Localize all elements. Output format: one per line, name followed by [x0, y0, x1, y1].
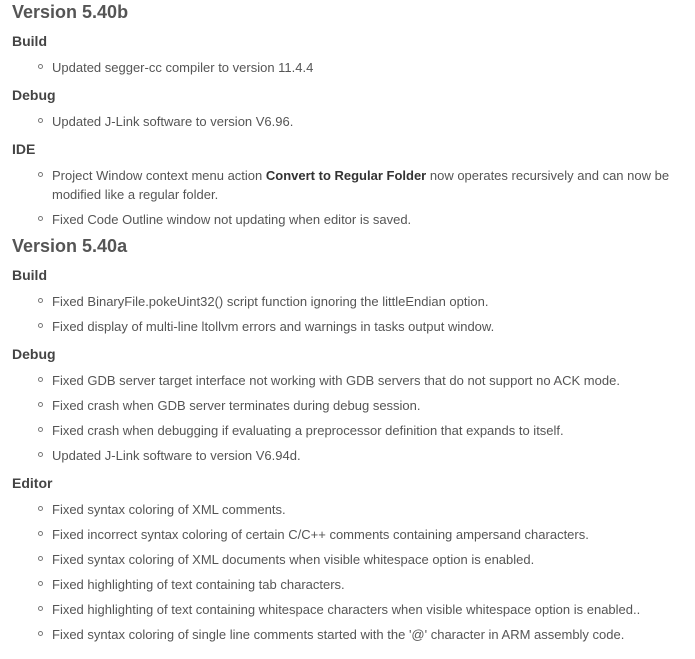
list-item	[52, 166, 695, 204]
list-item: Updated J-Link software to version V6.94d.	[52, 446, 695, 465]
version-5-40a-heading: Version 5.40a	[12, 236, 128, 256]
list-item: Fixed BinaryFile.pokeUint32() script function ignoring the littleEndian option.	[52, 292, 695, 311]
list-item: Fixed highlighting of text containing whitespace characters when visible whitespace option is enabled..	[52, 600, 695, 619]
section-editor-heading: Editor	[12, 475, 53, 491]
list-item: Fixed crash when GDB server terminates during debug session.	[52, 396, 695, 415]
list-item: Fixed syntax coloring of XML documents when visible whitespace option is enabled.	[52, 550, 695, 569]
list-item: Fixed crash when debugging if evaluating a preprocessor definition that expands to itself.	[52, 421, 695, 440]
debug-notes-list	[12, 371, 695, 465]
version-5-40b-heading: Version 5.40b	[12, 2, 129, 22]
editor-notes-list	[12, 500, 695, 644]
section-debug-heading: Debug	[12, 87, 56, 103]
item-text: now operates recursively and can now be modified like a regular folder.	[52, 168, 670, 202]
list-item: Fixed incorrect syntax coloring of certain C/C++ comments containing ampersand characters.	[52, 525, 695, 544]
list-item: Fixed display of multi-line ltollvm errors and warnings in tasks output window.	[52, 317, 695, 336]
list-item: Fixed syntax coloring of single line comments started with the '@' character in ARM assembly code.	[52, 625, 695, 644]
ide-notes-list	[12, 166, 695, 229]
build-notes-list	[12, 58, 695, 77]
section-build-heading: Build	[12, 267, 47, 283]
section-ide-heading: IDE	[12, 141, 36, 157]
list-item: Updated segger-cc compiler to version 11.4.4	[52, 58, 695, 77]
list-item: Updated J-Link software to version V6.96.	[52, 112, 695, 131]
section-debug-heading: Debug	[12, 346, 56, 362]
list-item: Fixed highlighting of text containing tab characters.	[52, 575, 695, 594]
list-item: Fixed Code Outline window not updating when editor is saved.	[52, 210, 695, 229]
item-text: Project Window context menu action	[52, 168, 266, 183]
debug-notes-list	[12, 112, 695, 131]
list-item: Fixed syntax coloring of XML comments.	[52, 500, 695, 519]
menu-action-name: Convert to Regular Folder	[265, 168, 427, 183]
build-notes-list	[12, 292, 695, 336]
list-item: Fixed GDB server target interface not working with GDB servers that do not support no ACK mode.	[52, 371, 695, 390]
section-build-heading: Build	[12, 33, 47, 49]
